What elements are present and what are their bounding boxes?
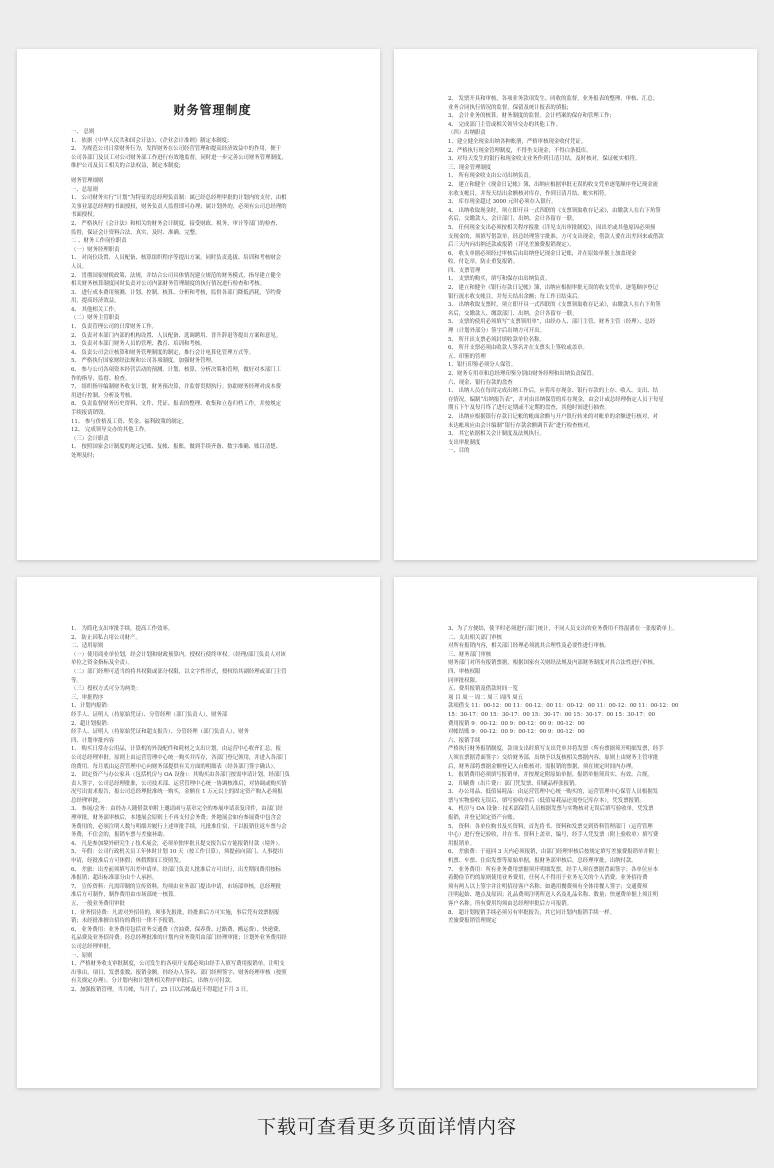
text-line: 中心）进行登记验收，并在书、资料上盖章，编号，经手人凭发票（附上验收单）填写费 bbox=[448, 832, 659, 839]
text-line: 四、审核权限 bbox=[448, 668, 481, 675]
text-line: 1、 按照国家会计制度的规定记账、复帐、报账，做到手续齐备、数字准确、账目清楚、 bbox=[71, 444, 281, 451]
text-line: 总经理审批。 bbox=[71, 797, 104, 804]
text-line: 手续报请销毁。 bbox=[71, 410, 109, 416]
text-line: 作的指导、监督、检查。 bbox=[71, 375, 131, 382]
text-line: 公司总经理审批。 bbox=[71, 943, 115, 950]
text-line: 2、 严格执行《会计法》和相关的财务会计制度，接受财政、税务、审计等部门的检查、 bbox=[71, 220, 281, 227]
text-line: 4、 出纳收取现金时，须立即开具一式四联的《支票领取收存记录》，由缴款人在右下角签 bbox=[448, 207, 661, 214]
text-line: 公司总经理审批。原则上由运营管理中心统一购买并库存，各部门登记领用，并进入各部门 bbox=[71, 754, 287, 761]
text-line: 8、 超计划报销手续必须另有审批报告，其它同计划内报销手续一样。 bbox=[448, 909, 615, 916]
text-line: 3、为了方便结，使平时必须进行部门统计，不同人员支出的业务费用不得混淆在一张报销单上。 bbox=[448, 626, 678, 632]
text-line: 着勤俭节约的原则使用业务费用，任何人不得用于业务无关的个人消费。业务招待费 bbox=[448, 875, 648, 882]
text-line: 1、建立健全现金出纳各种账册，严格审核现金收付凭证。 bbox=[448, 138, 587, 145]
text-line: 人员。 bbox=[71, 263, 88, 270]
text-line: 7、 宣传资料：凡需印制的宣传资料，均须由业务部门提出申请，市场部审核，总经理批 bbox=[71, 883, 281, 890]
text-line: 2、财务专用章和总经理印鉴分别由财务经理和出纳负责保管。 bbox=[448, 371, 597, 377]
text-line: 客户名称。所有费用均须由总经理审批后方可报销。 bbox=[448, 901, 572, 907]
text-line: 5、 严格执行国家财经法规和公司各项制度，加强财务管理。 bbox=[71, 358, 217, 365]
text-line: 机票、车票、住宿发票等原始单据，报财务部审核后，总经理审批，出纳付款。 bbox=[448, 858, 637, 865]
text-line: 申请，经批准后方可休假；休假期间工资照发。 bbox=[71, 858, 185, 865]
text-line: 责人签字，公司总经理批准，公司技术部、运营管理中心统一协调核准后，对协调或购买情 bbox=[71, 780, 287, 787]
text-line: 书面授权。 bbox=[71, 212, 98, 219]
text-line: （一）财务经理职责 bbox=[71, 246, 120, 253]
text-line: 对所有报销内容，相关部门经理必须就其合理性及必要性进行审核。 bbox=[448, 643, 610, 650]
text-line: 名后，交缴款人、会计部门、出纳、会计各留存一联。 bbox=[448, 216, 578, 223]
text-line: 2、 负责对本部门内部的机构设置、人员配备、选调聘用、晋升辞退等提出方案和意见。 bbox=[71, 332, 281, 339]
text-line: 3、 其它依据相关会计制度及法规执行。 bbox=[448, 431, 545, 438]
text-line: 8、 负责监督财务历史资料、文件、凭证、报表的整理、收集和立卷归档工作，并按规定 bbox=[71, 401, 281, 408]
text-line: 3、对每天发生的银行和现金收支业务作到日清月结，及时核对，保证帐实相符。 bbox=[448, 156, 641, 163]
text-line: 6、 参与公司各项资本经营活动的预测、计划、核算、分析决策和管理，做好对本部门工 bbox=[71, 367, 281, 374]
text-line: 五、一般业务费用审批 bbox=[71, 901, 125, 907]
text-line: 4、 机房与 OA 设备：技术部保管人员根据发票与实物核对无误后填写验收单，凭发票 bbox=[448, 806, 654, 813]
text-line: 对帐结账 9：00-12：00 9：00-12：00 9：00-12：00 bbox=[448, 729, 585, 736]
text-line: （三）授权方式可分为两类： bbox=[71, 686, 142, 693]
text-line: 注明起始、地点及原因；礼品费须注明所送人名及礼品名称、数量；快递费单据上须注明 bbox=[448, 892, 659, 899]
text-line: 三、审批程序 bbox=[71, 694, 104, 701]
text-line: （一）使用商业单位划，经会计划和财政预算内，授权行使终审权。（经理/部门负责人对该 bbox=[71, 651, 286, 658]
document-title: 财务管理制度 bbox=[173, 103, 252, 117]
text-line: 2、 印刷费（出片费）：部门凭发票、印刷品样张报销。 bbox=[448, 780, 580, 787]
text-line: 1、 依据《中华人民共和国会计法》、《企业会计准则》制定本制度; bbox=[71, 137, 229, 144]
text-line: 银行流水收支帐目，并每天结出余额；每工作日结束后。 bbox=[448, 293, 583, 300]
text-line: 维护公司及员工相关的合法权益，制定本制度; bbox=[71, 163, 181, 170]
text-line: 单位之资金指标及全责）。 bbox=[71, 660, 133, 667]
text-line: 6、 收支单据必须经过审核后由出纳登记现金日记账，并在原始单据上加盖现金 bbox=[448, 250, 637, 257]
text-line: 2、 防止因私占用公司财产。 bbox=[71, 634, 141, 641]
text-line: 支现金的，须填写借款单，经总经理签字批准，方可支出现金，借款人要在出差回来或借款 bbox=[448, 233, 664, 240]
text-line: 款项借支 11：00-12：00 11：00-12：00 11：00-12：00 11：00-12：00 11：00-12：00 bbox=[448, 703, 679, 710]
text-line: 1、 公司财务实行“计划”为特征的总经理负责制：属已经总经理审批的计划内的支付，由相 bbox=[71, 195, 287, 202]
text-line: 费用报销 9：00-12：00 9：00-12：00 9：00-12：00 bbox=[448, 720, 585, 727]
text-line: 11、 参与价格及工资、奖金、福利政策的制定。 bbox=[71, 418, 188, 425]
text-line: 经手人、证明人（持原始凭证）、分管经理（部门负责人）、财务部 bbox=[71, 711, 228, 718]
page-1-body bbox=[71, 128, 354, 461]
text-line: 关事业部总经理的书面授权，财务负责人监督即可办理；属计划外的，必须有公司总经理的 bbox=[71, 203, 287, 210]
text-line: （二）部门经理可适当的将其权限或部分权限，以文字性形式，授权给其副经理或部门主管 bbox=[71, 668, 287, 675]
text-line: 三、财务部门审核 bbox=[448, 651, 492, 658]
text-line: 五、印鉴的管理 bbox=[448, 353, 486, 360]
download-more-caption: 下载可查看更多页面详情内容 bbox=[256, 1116, 517, 1138]
text-line: 4、 负责公司会计核算和财务管理制度的制定，推行会计电算化管理方式等。 bbox=[71, 349, 255, 356]
text-line: 期五下午及每月终了进行定期或不定期的盘查，其他时间进行抽查。 bbox=[448, 405, 610, 412]
text-line: 支出审批制度 bbox=[448, 439, 481, 446]
text-line: 须有两人以上签字并注明招待客户名称；如遇用餐费须有全体用餐人签字；交通费须 bbox=[448, 883, 648, 890]
document-page-2 bbox=[394, 49, 757, 560]
text-line: 处理及时; bbox=[71, 452, 95, 459]
text-line: 财务部门对所有报销票据，根据国家有关财经法规及内部财务制度对其合法性进行审核。 bbox=[448, 660, 659, 667]
text-line: （四）出纳职责 bbox=[448, 130, 486, 137]
text-line: 6、 所开支票必须由收款人签名并在支票头上签收或盖章。 bbox=[448, 345, 588, 352]
text-line: 后，财务部将票据金额登记入台账核对；需报销的票据，须在规定时间内办理。 bbox=[448, 763, 637, 770]
text-line: 1、 所有现金收支由公司出纳负责。 bbox=[448, 173, 535, 180]
text-line: 6、 差旅费：于返回 3 天内必须报销，由部门经理审核后按规定填写差旅费报销单并附上 bbox=[448, 849, 660, 856]
text-line: 用报销单。 bbox=[448, 840, 475, 847]
text-line: 7、 组织指导编制财务收支计划，财务预决算，并监督贯彻执行；协助财务经理对成本费 bbox=[71, 384, 281, 391]
text-line: 3、 出纳收取支票时，须立即开具一式四联的《支票领取收存记录》，由缴款人在右下角签 bbox=[448, 302, 661, 309]
text-line: 水收支帐目，并每天结出余额核对库存，作到日清月结、帐实相符。 bbox=[448, 190, 610, 197]
text-line: 6、 差旅：出差前须填写出差申请单，经部门负责人批准后方可出行，出差期间费用按标 bbox=[71, 866, 281, 873]
text-line: 理（计划外部分）签字后出纳方可开出。 bbox=[448, 328, 546, 335]
text-line: 理审批，财务部审核后，本地展会原则上不再支付会务费；外地展会如有参展费中包含会 bbox=[71, 815, 282, 822]
page-3-body bbox=[71, 625, 354, 995]
text-line: 7、 业务费用：所有业务费用票据须开明细发票，经手人须在票据背面签字；各单位应本 bbox=[448, 866, 658, 873]
text-line: 4、 凡是参加境外研究生 / 技术展会，必须单独审批且提交报告后方能报销付款（境外）。 bbox=[71, 840, 284, 847]
text-line: 用进行控制、分析及考核。 bbox=[71, 392, 136, 399]
text-line: 1、 支票的购买，填写和保存由出纳负责。 bbox=[448, 276, 551, 283]
text-line: 1、 出纳人员在每周完成出纳工作后，应将库存现金、银行存款的上存、收入、支出、结 bbox=[448, 388, 658, 395]
text-line: 1、 购买日常办公用品，计算机的外设配件和耗材之支出计划，由运营中心收齐汇总，报 bbox=[71, 746, 281, 753]
text-line: 5、 所开出支票必须封填收款单位名称。 bbox=[448, 336, 545, 343]
text-line: 1、银行印鉴必须分人保管。 bbox=[448, 362, 517, 369]
text-line: 2、 为规范公司日常财务行为，发挥财务在公司经营管理和提高经济效益中的作用，便于 bbox=[71, 146, 281, 153]
text-line: 12、 完成领导交办的其他工作。 bbox=[71, 427, 150, 434]
text-line: 1、严格财务收支审批制度，公司发生的各项开支都必须由经手人填写费用报销单，注明支 bbox=[71, 961, 285, 968]
text-line: 2、超计划报销： bbox=[71, 720, 113, 727]
text-line: 2、 固定资产与办公家具（包括机房与 OA 设备）：其购买由各部门按需申请计划，经部门负 bbox=[71, 772, 291, 779]
text-line: 经手人、证明人（持原始凭证和超支报告）、分管经理（部门负责人）、财务 bbox=[71, 729, 249, 736]
text-line: 5、 任何现金支出必须按相关程序报批《详见支出审批制度》，因出差或其他原因必须预 bbox=[448, 224, 656, 231]
text-line: 礼品费及业务招待费。经总经理批准的计划内业务费用由部门经理审批；计划外业务费用经 bbox=[71, 935, 287, 942]
document-page-3 bbox=[17, 577, 380, 1088]
text-line: 一、原则 bbox=[71, 952, 93, 959]
text-line: 六、现金、银行存款的盘查 bbox=[448, 379, 513, 386]
text-line: 的费用。每月底由运营管理中心向财务部提供有关方面的明细表（经各部门签字确认）。 bbox=[71, 763, 279, 770]
text-line: 四、计划审批内容 bbox=[71, 737, 115, 744]
text-line: 报销，并登记固定资产台账。 bbox=[448, 815, 519, 822]
text-line: 业务合同执行情况的监督，保留及统计报表的填报; bbox=[448, 104, 569, 111]
document-page-1 bbox=[17, 49, 380, 560]
text-line: 1、业务招待费：凡需对外招待的，须事先报批，经批准后方可实施，事后凭有效票据报 bbox=[71, 909, 280, 916]
text-line: 公司各部门及员工对公司财务部工作进行有效地监督，同时进一步完善公司财务管理制度， bbox=[71, 154, 287, 161]
text-line: 3、 库存现金超过 3000 元时必须存入银行。 bbox=[448, 199, 557, 206]
text-line: 2、严格执行现金管理制度，不得坐支现金，不得白条抵库。 bbox=[448, 147, 592, 154]
text-line: 名后，交缴款人、缴款部门、出纳、会计各留存一联。 bbox=[448, 310, 578, 317]
text-line: 四、支票管理 bbox=[448, 267, 481, 274]
text-line: 务费用的，必须注明人数与明细并履行上述审批手续，凡批准住宿，干以报销住返车票与会 bbox=[71, 823, 287, 830]
text-line: 2、 发票开具和审核，各项业务款项发生、回收的监督，业务报表的整理、审核、汇总； bbox=[448, 96, 658, 102]
text-line: 差旅费报销管理规定 bbox=[448, 918, 497, 925]
text-line: 5、 资料：各单位购书及买资料，首先将书、资料和发票交到资料管理部门（运营管理 bbox=[448, 823, 653, 830]
text-line: 3、 进行成本费用预测、计划、控制、核算、分析和考核，监督各部门降低消耗、节约费 bbox=[71, 289, 281, 296]
text-line: 相关财务核算制度同时负责对公司内部财务管理制度的执行情况进行检查和考核。 bbox=[71, 281, 266, 288]
text-line: 一、 总则 bbox=[71, 129, 95, 135]
text-line: 项 目 周一 周二 周三 周四 周五 bbox=[448, 694, 523, 701]
text-line: 一、总原则 bbox=[71, 186, 98, 193]
text-line: 6、 业务费用：业务费用包括业务交通费（含油费、保养费、过路费、搬运费）、快递费、 bbox=[71, 926, 284, 933]
text-line: 2、 贯彻国家财税政策、法规，并结合公司具体情况建立规范的财务模式，指导建立健全 bbox=[71, 272, 281, 279]
text-line: 1、 对岗位设置、人员配备、核算组织程序等提出方案，同时负责选拔、培训和考核财会 bbox=[71, 255, 281, 262]
text-line: 票与实物验收无误后，填写验收单后（低值易耗品还需登记库存本），凭发票报销。 bbox=[448, 797, 645, 804]
text-line: 1、计划内报销： bbox=[71, 703, 113, 710]
text-line: 1、 负责管理公司的日常财务工作。 bbox=[71, 324, 158, 331]
text-line: 2、 建立和健全《银行存款日记帐》簿，出纳应根据审批无误的收支凭单，逐笔顺序登记 bbox=[448, 285, 658, 292]
text-line: 严格执行财务报销制度，款项支出时填写支出凭单并将发票（所有票据须开明细发票，经手 bbox=[448, 746, 664, 753]
text-line: 存情况，编制“出纳报告表”，并对由出纳保管的库存现金，由会计或总经理指定人员于每星 bbox=[448, 396, 664, 403]
text-line: 二 、财务工作岗位职责 bbox=[71, 238, 127, 245]
text-line: 3、 办公用品、低值易耗品：由运营管理中心统一购买的，运营管理中心保管人员根据发 bbox=[448, 789, 658, 796]
text-line: 一、目的 bbox=[448, 448, 470, 455]
page-4-body bbox=[448, 625, 731, 926]
text-line: 3、 参展/会务：由经办人随借款单附上邀请函与基章完全的参展申请表复印件，由部门经 bbox=[71, 806, 283, 813]
text-line: 收、付讫章，防止重复报销。 bbox=[448, 259, 519, 266]
text-line: 3、 会计业务的核算，财务制度的监督，会计档案的保存和管理工作; bbox=[448, 113, 612, 120]
text-line: 2、 建立和健全《现金日记帐》簿，出纳应根据审批无误的收支凭单逐笔顺序登记现金流 bbox=[448, 181, 658, 188]
text-line: 5、 支票的使用必须填写“支票领用单”，由经办人、部门主管、财务主管（经理）、总经 bbox=[448, 319, 656, 326]
page-2-body bbox=[448, 95, 731, 456]
text-line: （二）财务主管职责 bbox=[71, 315, 120, 322]
text-line: 15：30-17：00 15：30-17：00 15：30-17：00 15：30-17：00 15：30-17：00 bbox=[448, 711, 656, 718]
text-line: 5、 年假：公司行政机关员工年休时计划 10 天（按工作日算），须提前向部门、人事提出 bbox=[71, 849, 284, 856]
text-line: 同审批权限。 bbox=[448, 677, 481, 684]
text-line: 三、现金管理制度 bbox=[448, 164, 492, 171]
text-line: 3、 负责对本部门财务人员的管理、教育、培训和考核。 bbox=[71, 341, 206, 348]
text-line: 2、 出纳应根据银行存款日记帐的帐面余额与开户银行转来的对帐单的余额进行核对，对 bbox=[448, 413, 658, 420]
text-line: 二、支出相关部门审核 bbox=[448, 634, 502, 641]
text-line: 准后方可制作，制作费用由市场部统一核算。 bbox=[71, 892, 179, 899]
text-line: 准报销；超出标准部分由个人承担。 bbox=[71, 875, 158, 882]
text-line: 况写出需求报告，报公司总经理批准统一购买，金额在 1 万元以上的固定资产购入必须报 bbox=[71, 789, 283, 796]
text-line: 出事由、项目、发票张数、报销金额。经经办人签名、部门经理签字、财务经理审核（按照 bbox=[71, 969, 287, 976]
text-line: 4、 完成部门主管或相关领导交办的其他工作。 bbox=[448, 121, 561, 128]
text-line: 未达帐项应由会计编制“银行存款余额调节表”进行检查核对。 bbox=[448, 422, 594, 429]
text-line: 二、适用原则 bbox=[71, 643, 104, 650]
text-line: 六、报销手续 bbox=[448, 737, 481, 744]
text-line: 等。 bbox=[71, 677, 82, 684]
text-line: 务费，不住会的，报销车票与差旅补助。 bbox=[71, 832, 169, 839]
text-line: 财务管理细则 bbox=[71, 177, 104, 184]
text-line: 1、 报销费用必须填写报销单，并按规定附原始单据。报销单据须真实、有效、合规。 bbox=[448, 772, 653, 779]
text-line: （三）会计职责 bbox=[71, 435, 109, 442]
text-line: 后三天内向出纳还款或报销（详见差旅费报销规定）。 bbox=[448, 242, 575, 249]
text-line: 监督，保证会计资料合法、真实、及时、准确、完整。 bbox=[71, 229, 201, 236]
text-line: 2、加强报销管理，当月帐，当月了，25 日以后帐最迟不得超过下月 3 日。 bbox=[71, 986, 252, 993]
text-line: 4、 其他相关工作。 bbox=[71, 306, 120, 313]
text-line: 用，提高经济效益。 bbox=[71, 298, 120, 305]
text-line: 有关规定办理），分计划内和计划外相关程序审批后，出纳方可付款。 bbox=[71, 978, 236, 985]
text-line: 销；未经批准擅自招待的费用一律不予报销。 bbox=[71, 918, 179, 925]
text-line: 五、费用报销及借款时间一览 bbox=[448, 686, 519, 693]
text-line: 1、 为简化支出审批手续，提高工作效率。 bbox=[71, 626, 174, 632]
document-page-4 bbox=[394, 577, 757, 1088]
text-line: 人须在票据背面签字）交给财务部，出纳予以复核相关票据内容，原则上由财务主管审批 bbox=[448, 754, 659, 761]
